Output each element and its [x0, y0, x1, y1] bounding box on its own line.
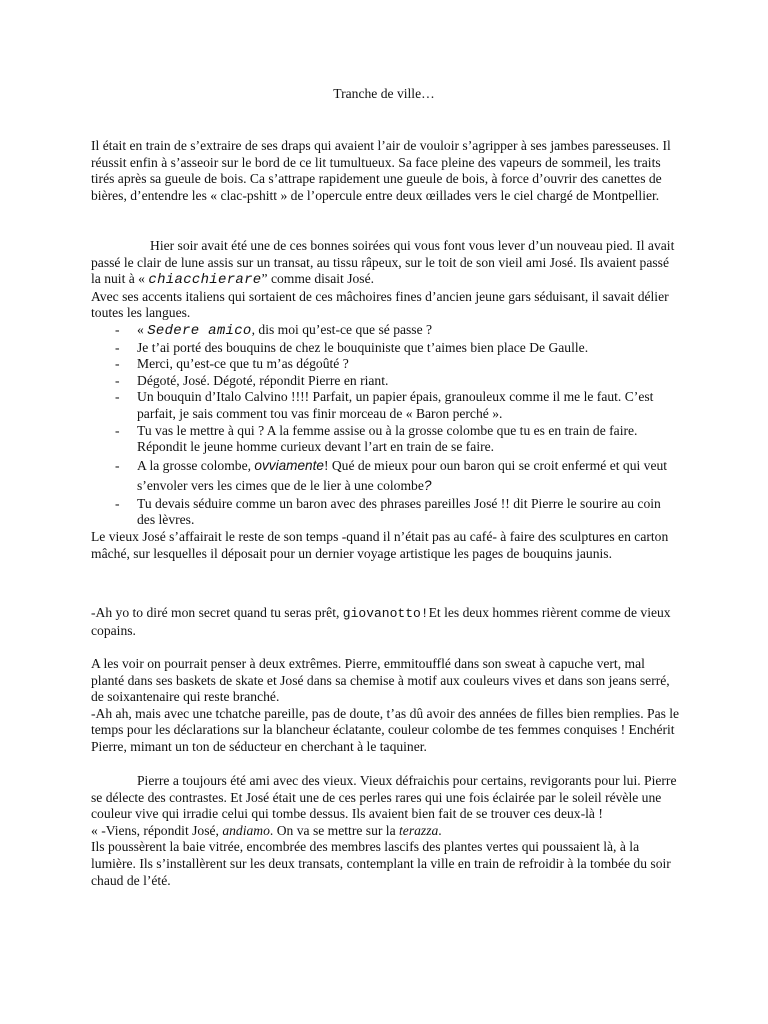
paragraph-text [91, 605, 681, 639]
dialogue-dash: - [115, 457, 120, 473]
dialogue-list [91, 322, 681, 529]
dialogue-text: Un bouquin d’Italo Calvino !!!! Parfait, un papier épais, granouleux comme il me le faut. C’est parfait, je sais comment tou vas finir morceau de « Baron perché ». [137, 389, 654, 421]
italian-word: terazza [399, 822, 439, 838]
paragraph-text: A les voir on pourrait penser à deux extrêmes. Pierre, emmitoufflé dans son sweat à capuche vert, mal planté dans ses baskets de skate et José dans sa chemise à motif aux couleurs vives et dans son jeans serré, de soixantenaire qui reste branché. [91, 656, 670, 705]
dialogue-text-mid: . On va se mettre sur la [269, 822, 400, 838]
dialogue-line [91, 423, 681, 456]
dialogue-line [91, 496, 681, 529]
italian-word: Sedere amico [147, 322, 252, 339]
paragraph-1 [91, 138, 681, 204]
dialogue-text: Dégoté, José. Dégoté, répondit Pierre en riant. [137, 372, 389, 388]
dialogue-text: Tu vas le mettre à qui ? A la femme assise ou à la grosse colombe que tu es en train de faire. Répondit le jeune homme curieux devant l’art en train de se faire. [137, 422, 638, 455]
paragraph-3 [91, 605, 681, 639]
italian-word: andiamo [222, 822, 270, 838]
paragraph-text-b: -Ah ah, mais avec une tchatche pareille, pas de doute, t’as dû avoir des années de filles bien remplies. Pas le temps pour les déclarations sur la blancheur éclatante, couleur colombe de tes femmes conquises ! Enchérit Pierre, mimant un ton de séducteur en cherchant à le taquiner. [91, 705, 680, 754]
paragraph-text-b: Ils poussèrent la baie vitrée, encombrée des membres lascifs des plantes vertes qui poussaient là, à la lumière. Ils s’installèrent sur les deux transats, contemplant la ville en train de refroidir à la tombée du soir chaud de l’été. [91, 839, 671, 888]
italian-word: chiacchierare [148, 272, 262, 289]
paragraph-text: Il était en train de s’extraire de ses draps qui avaient l’air de vouloir s’agripper à ses jambes paresseuses. Il réussit enfin à s’asseoir sur le bord de ce lit tumultueux. Sa face pleine des vapeurs de sommeil, les traits tirés après sa gueule de bois. Ca s’attrape rapidement une gueule de bois, à force d’ouvrir des canettes de bières, d’entendre les « clac-pshitt » de l’opercule entre deux œillades vers le ciel chargé de Montpellier. [91, 138, 671, 203]
paragraph-text-b: Avec ses accents italiens qui sortaient de ces mâchoires fines d’ancien jeune gars séduisant, il savait délier toutes les langues. [91, 288, 669, 321]
dialogue-text: Je t’ai porté des bouquins de chez le bouquiniste que t’aimes bien place De Gaulle. [137, 339, 589, 355]
dialogue-dash: - [115, 389, 120, 405]
dialogue-line [91, 356, 681, 373]
italian-word: giovanotto! [342, 606, 429, 621]
document-title: Tranche de ville… [333, 86, 435, 101]
paragraph-text-a-end: ” comme disait José. [261, 271, 375, 287]
dialogue-text: Merci, qu’est-ce que tu m’as dégoûté ? [137, 356, 349, 372]
dialogue-dash: - [115, 321, 120, 337]
paragraph-text: Pierre a toujours été ami avec des vieux. Vieux défraichis pour certains, revigorants pour lui. Pierre se délecte des contrastes. Et José était une de ces perles rares qui une fois éclairée par le soleil révèle une couleur vive qui irradie celui qui tombe dessus. Ils avaient bien fait de se trouver ces deux-là ! [91, 773, 677, 822]
dialogue-line [91, 373, 681, 390]
paragraph-text-c: Le vieux José s’affairait le reste de son temps -quand il n’était pas au café- à faire des sculptures en carton mâché, sur lesquelles il déposait pour un dernier voyage artistique les pages de bouquins jaunis. [91, 528, 669, 561]
dialogue-dash: - [115, 495, 120, 511]
paragraph-5 [91, 773, 681, 889]
dialogue-line [91, 322, 681, 340]
paragraph-text [91, 238, 681, 289]
dialogue-line [91, 389, 681, 422]
dialogue-text: A la grosse colombe, [137, 457, 255, 473]
dialogue-dash: - [115, 339, 120, 355]
italian-word: ovviamente [254, 457, 324, 473]
dialogue-text-a: « -Viens, répondit José, [91, 822, 223, 838]
paragraph-text-end: Et les deux hommes rièrent comme de vieux copains. [91, 605, 671, 638]
dialogue-text: « [137, 321, 148, 337]
dialogue-line [91, 456, 681, 496]
dialogue-text [91, 823, 681, 840]
paragraph-2 [91, 238, 681, 562]
dialogue-text: Tu devais séduire comme un baron avec des phrases pareilles José !! dit Pierre le sourire au coin des lèvres. [137, 495, 661, 528]
paragraph-text-a: -Ah yo to diré mon secret quand tu seras prêt, [91, 605, 343, 620]
dialogue-text-end: , dis moi qu’est-ce que sé passe ? [251, 321, 433, 337]
dialogue-text-end: . [438, 822, 442, 838]
question-mark: ? [423, 477, 432, 493]
dialogue-dash: - [115, 422, 120, 438]
dialogue-text-end: ! Qué de mieux pour oun baron qui se croit enfermé et qui veut s’envoler vers les cimes que de le lier à une colombe [137, 457, 668, 493]
dialogue-line [91, 340, 681, 357]
dialogue-dash: - [115, 356, 120, 372]
paragraph-4 [91, 656, 681, 756]
dialogue-dash: - [115, 372, 120, 388]
paragraph-text-a: Hier soir avait été une de ces bonnes soirées qui vous font vous lever d’un nouveau pied. Il avait passé le clair de lune assis sur un transat, au tissu râpeux, sur le toit de son vieil ami José. Ils avaient passé la nuit à « [91, 238, 675, 287]
